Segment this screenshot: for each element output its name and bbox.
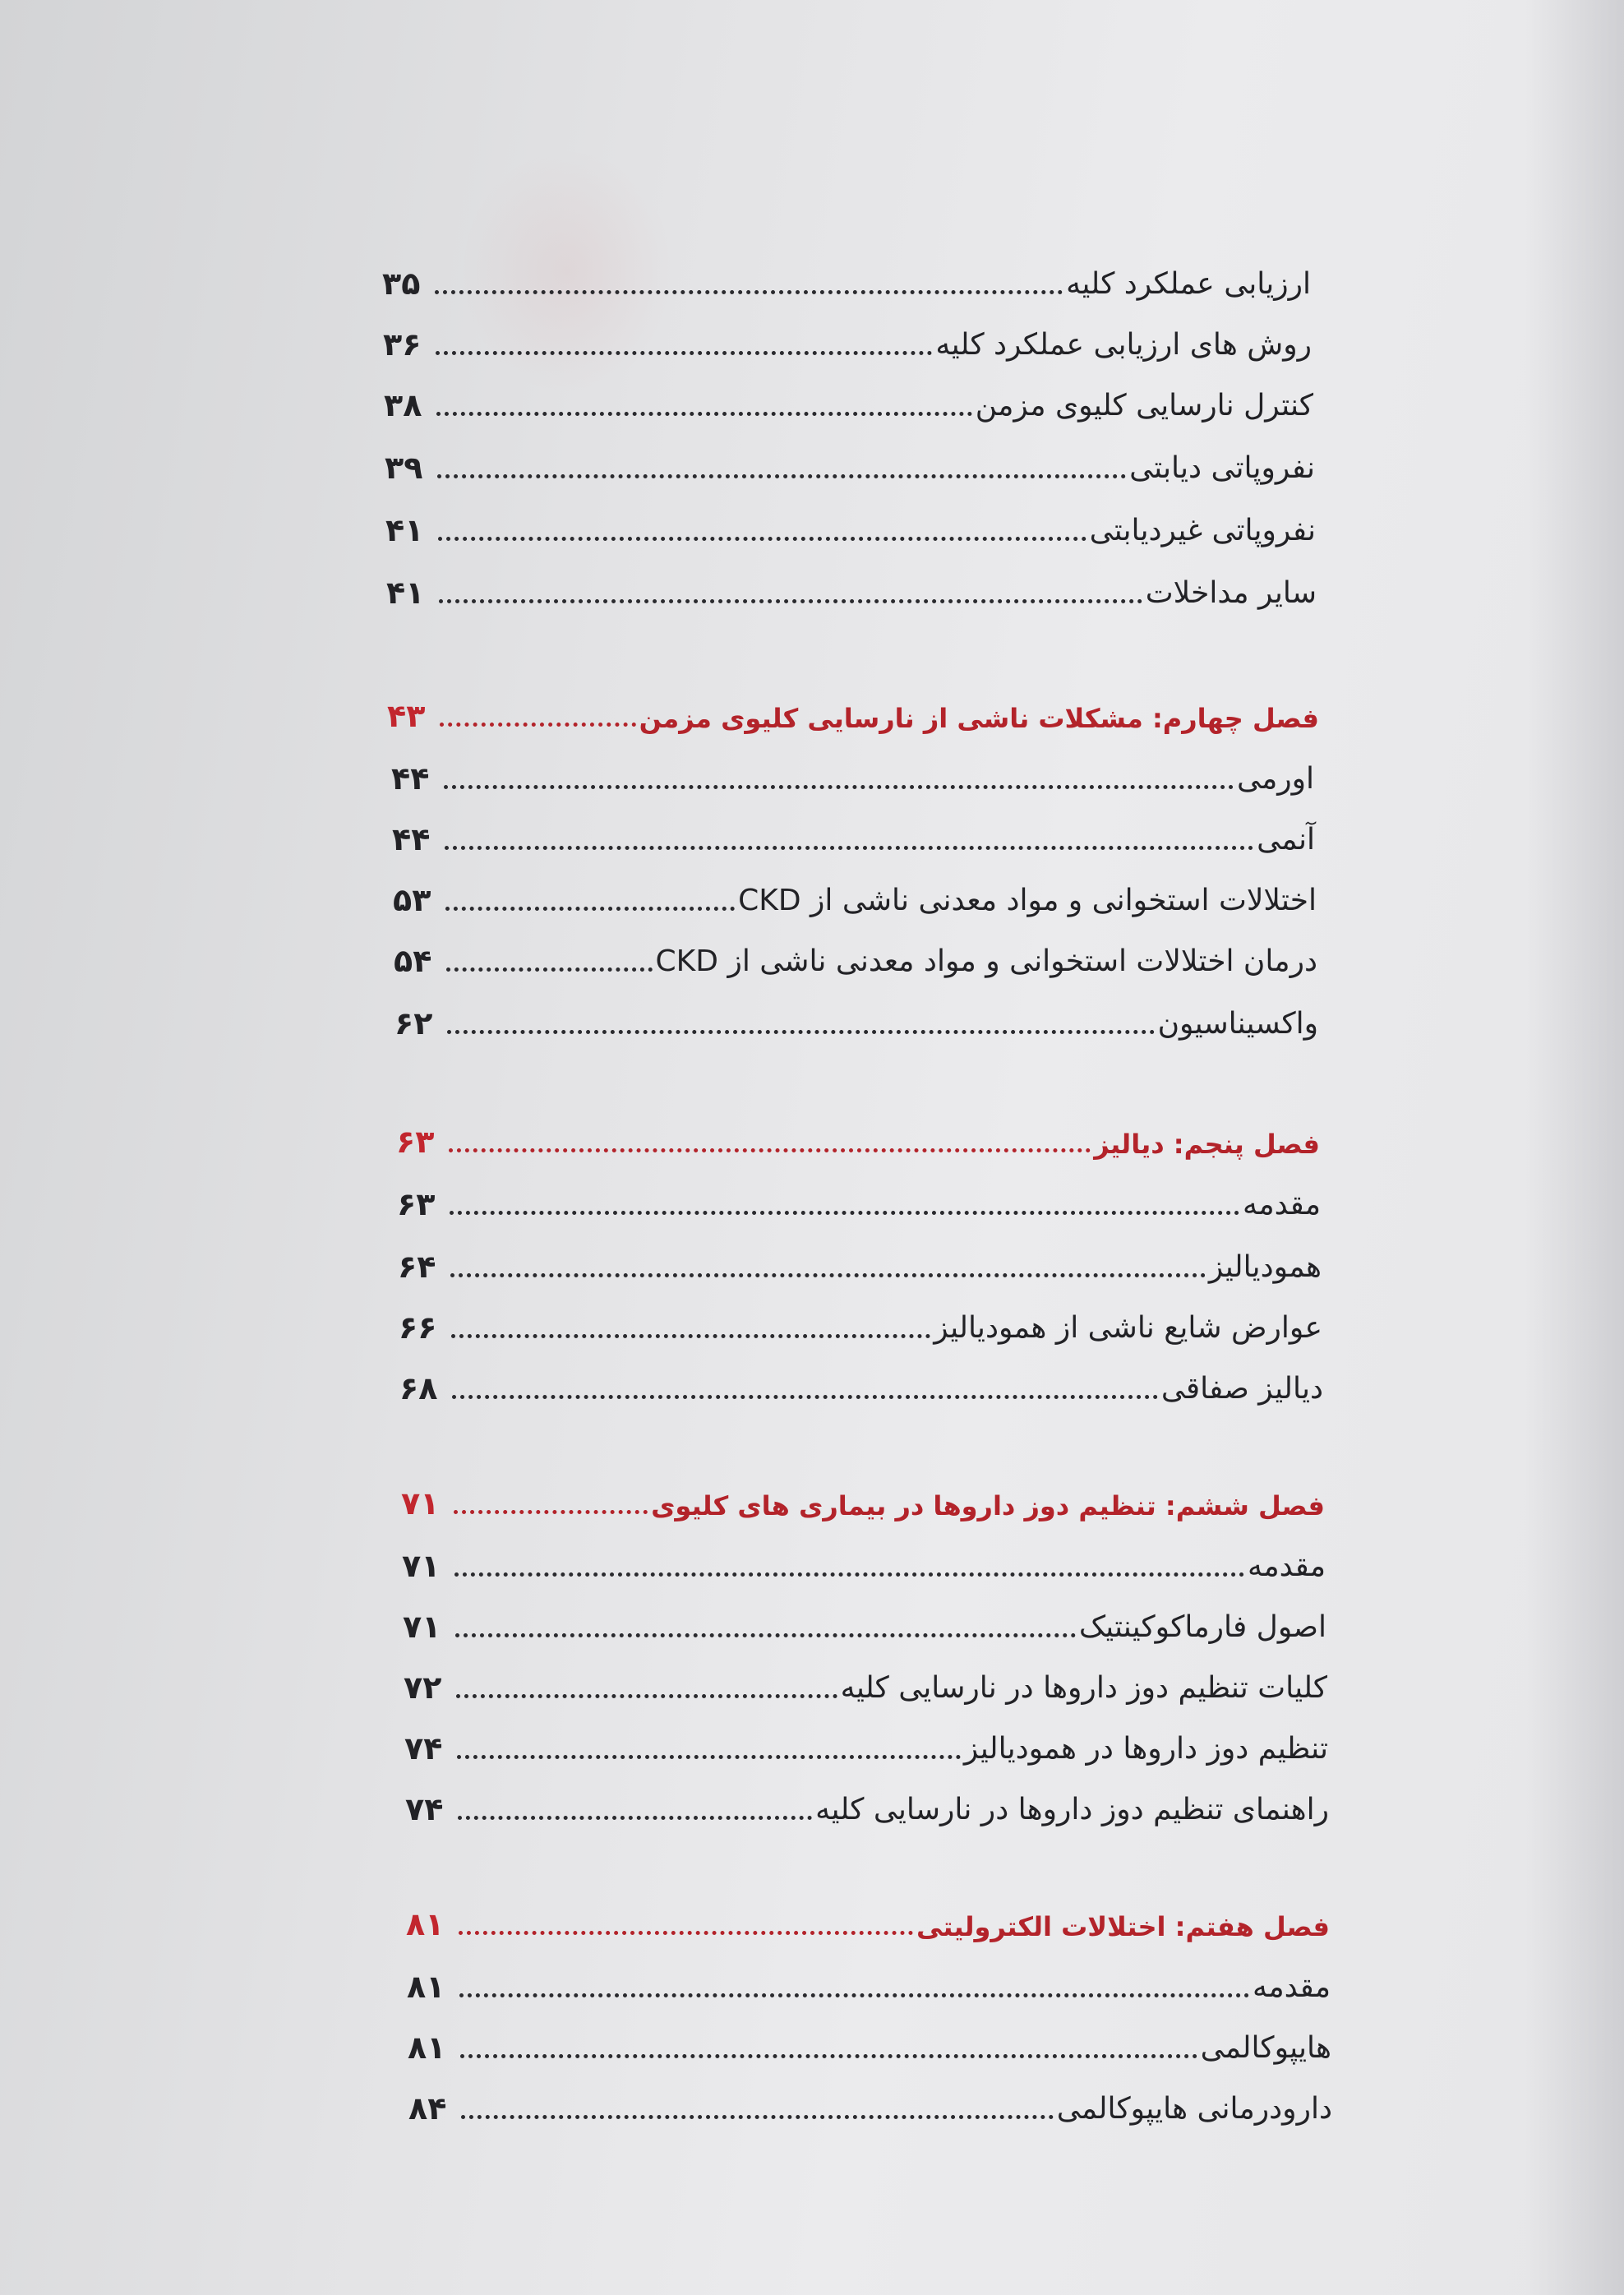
dot-leader xyxy=(459,1931,913,1935)
toc-entry-title: ارزیابی عملکرد کلیه xyxy=(1066,267,1311,301)
dot-leader xyxy=(451,1334,930,1338)
toc-entry-title: آنمی xyxy=(1257,823,1315,857)
dot-leader xyxy=(450,1211,1239,1215)
toc-entry-title: همودیالیز xyxy=(1208,1250,1322,1284)
toc-entry xyxy=(407,1953,1331,2005)
toc-entry-title: عوارض شایع ناشی از همودیالیز xyxy=(934,1311,1322,1345)
toc-entry xyxy=(393,866,1317,916)
toc-entry-page: ۶۶ xyxy=(399,1309,437,1346)
toc-entry-title: واکسیناسیون xyxy=(1157,1007,1318,1041)
toc-entry-page: ۶۳ xyxy=(397,1186,436,1222)
chapter-title: فصل هفتم: اختلالات الکترولیتی xyxy=(916,1911,1330,1942)
dot-leader xyxy=(440,723,636,727)
dot-leader xyxy=(459,1993,1249,1997)
dot-leader xyxy=(444,785,1234,789)
chapter-title: فصل پنجم: دیالیز xyxy=(1094,1129,1320,1160)
toc-entry-title: هایپوکالمی xyxy=(1200,2031,1331,2065)
toc-entry xyxy=(408,2014,1331,2066)
toc-entry-page: ۷۴ xyxy=(405,1791,444,1827)
toc-entry xyxy=(405,1776,1329,1825)
toc-entry xyxy=(408,2075,1332,2124)
chapter-heading xyxy=(396,1108,1320,1160)
toc-entry-title: سایر مداخلات xyxy=(1145,576,1317,610)
toc-entry xyxy=(402,1532,1326,1582)
dot-leader xyxy=(438,537,1087,541)
chapter-title: فصل ششم: تنظیم دوز داروها در بیماری های کلیوی xyxy=(651,1490,1325,1522)
dot-leader xyxy=(458,1816,812,1820)
toc-entry xyxy=(403,1593,1326,1645)
toc-entry-title: مقدمه xyxy=(1248,1549,1326,1583)
toc-entry-title: اختلالات استخوانی و مواد معدنی ناشی از CKD xyxy=(738,884,1317,917)
dot-leader xyxy=(445,907,735,911)
dot-leader xyxy=(460,2054,1197,2058)
dot-leader xyxy=(450,1273,1206,1277)
toc-entry-title: اورمی xyxy=(1236,762,1314,796)
dot-leader xyxy=(437,474,1126,478)
dot-leader xyxy=(436,351,932,355)
toc-entry-title: کلیات تنظیم دوز داروها در نارسایی کلیه xyxy=(840,1671,1327,1705)
toc-entry xyxy=(386,559,1317,611)
dot-leader xyxy=(435,290,1063,294)
toc-entry-title: کنترل نارسایی کلیوی مزمن xyxy=(975,389,1313,423)
chapter-page: ۷۱ xyxy=(401,1485,440,1522)
dot-leader xyxy=(461,2115,1054,2119)
dot-leader xyxy=(445,846,1253,850)
toc-entry-title: اصول فارماکوکینتیک xyxy=(1078,1610,1326,1644)
toc-entry-page: ۷۴ xyxy=(404,1730,443,1766)
dot-leader xyxy=(457,1755,961,1759)
toc-entry xyxy=(394,990,1318,1039)
dot-leader xyxy=(436,412,972,416)
toc-entry xyxy=(392,806,1315,855)
toc-entry xyxy=(385,434,1315,486)
toc-entry-title: نفروپاتی غیردیابتی xyxy=(1089,514,1316,547)
toc-entry-title: روش های ارزیابی عملکرد کلیه xyxy=(935,328,1312,362)
dot-leader xyxy=(452,1395,1158,1399)
dot-leader xyxy=(446,967,653,972)
toc-entry-page: ۴۴ xyxy=(392,821,431,857)
toc-entry xyxy=(382,250,1311,302)
toc-entry-page: ۸۱ xyxy=(407,1969,445,2005)
dot-leader xyxy=(454,1510,648,1514)
dot-leader xyxy=(447,1030,1155,1034)
toc-entry-page: ۵۴ xyxy=(394,943,432,979)
toc-entry-title: مقدمه xyxy=(1243,1188,1321,1221)
toc-entry xyxy=(397,1171,1321,1220)
toc-entry xyxy=(391,745,1314,797)
toc-entry-page: ۴۱ xyxy=(385,512,424,548)
toc-entry-page: ۳۶ xyxy=(383,326,422,362)
toc-entry-page: ۳۹ xyxy=(385,450,423,486)
chapter-title: فصل چهارم: مشکلات ناشی از نارسایی کلیوی مزمن xyxy=(639,703,1319,734)
toc-entry-title: نفروپاتی دیابتی xyxy=(1129,451,1315,485)
toc-entry-page: ۶۴ xyxy=(398,1249,436,1285)
toc-entry xyxy=(404,1654,1327,1706)
toc-entry-page: ۷۲ xyxy=(404,1669,442,1706)
dot-leader xyxy=(454,1572,1244,1577)
toc-entry-title: تنظیم دوز داروها در همودیالیز xyxy=(963,1732,1328,1766)
toc-entry-page: ۶۸ xyxy=(399,1370,438,1406)
toc-entry-title: دارودرمانی هایپوکالمی xyxy=(1056,2092,1332,2126)
toc-entry xyxy=(404,1715,1328,1764)
chapter-page: ۸۱ xyxy=(406,1906,445,1942)
chapter-heading xyxy=(406,1891,1330,1940)
dot-leader xyxy=(449,1148,1091,1152)
toc-entry xyxy=(384,372,1313,421)
toc-entry-page: ۵۳ xyxy=(393,882,431,918)
toc-entry-title: دیالیز صفاقی xyxy=(1160,1372,1323,1406)
toc-entry-title: درمان اختلالات استخوانی و مواد معدنی ناشی از CKD xyxy=(655,944,1317,978)
toc-entry xyxy=(399,1355,1323,1404)
dot-leader xyxy=(455,1633,1076,1637)
toc-entry xyxy=(398,1233,1322,1285)
chapter-heading xyxy=(387,682,1319,732)
toc-entry-page: ۷۱ xyxy=(402,1548,441,1584)
toc-entry xyxy=(399,1294,1322,1346)
dot-leader xyxy=(439,599,1142,603)
chapter-page: ۴۳ xyxy=(387,698,426,734)
toc-entry xyxy=(383,311,1312,360)
toc-entry-page: ۴۱ xyxy=(386,575,425,611)
chapter-heading xyxy=(401,1470,1325,1522)
toc-entry-page: ۴۴ xyxy=(391,760,430,797)
toc-entry-page: ۳۵ xyxy=(382,266,421,302)
toc-entry-page: ۸۴ xyxy=(408,2090,447,2126)
dot-leader xyxy=(456,1694,837,1698)
toc-entry-page: ۳۸ xyxy=(384,387,422,423)
toc-entry xyxy=(394,927,1317,977)
toc-entry-page: ۶۲ xyxy=(394,1005,433,1041)
toc-entry-title: راهنمای تنظیم دوز داروها در نارسایی کلیه xyxy=(815,1793,1329,1826)
toc-entry-page: ۸۱ xyxy=(408,2029,446,2066)
toc-entry-page: ۷۱ xyxy=(403,1609,441,1645)
toc-entry xyxy=(385,496,1316,546)
toc-entry-title: مقدمه xyxy=(1253,1970,1331,2004)
chapter-page: ۶۳ xyxy=(396,1124,435,1160)
